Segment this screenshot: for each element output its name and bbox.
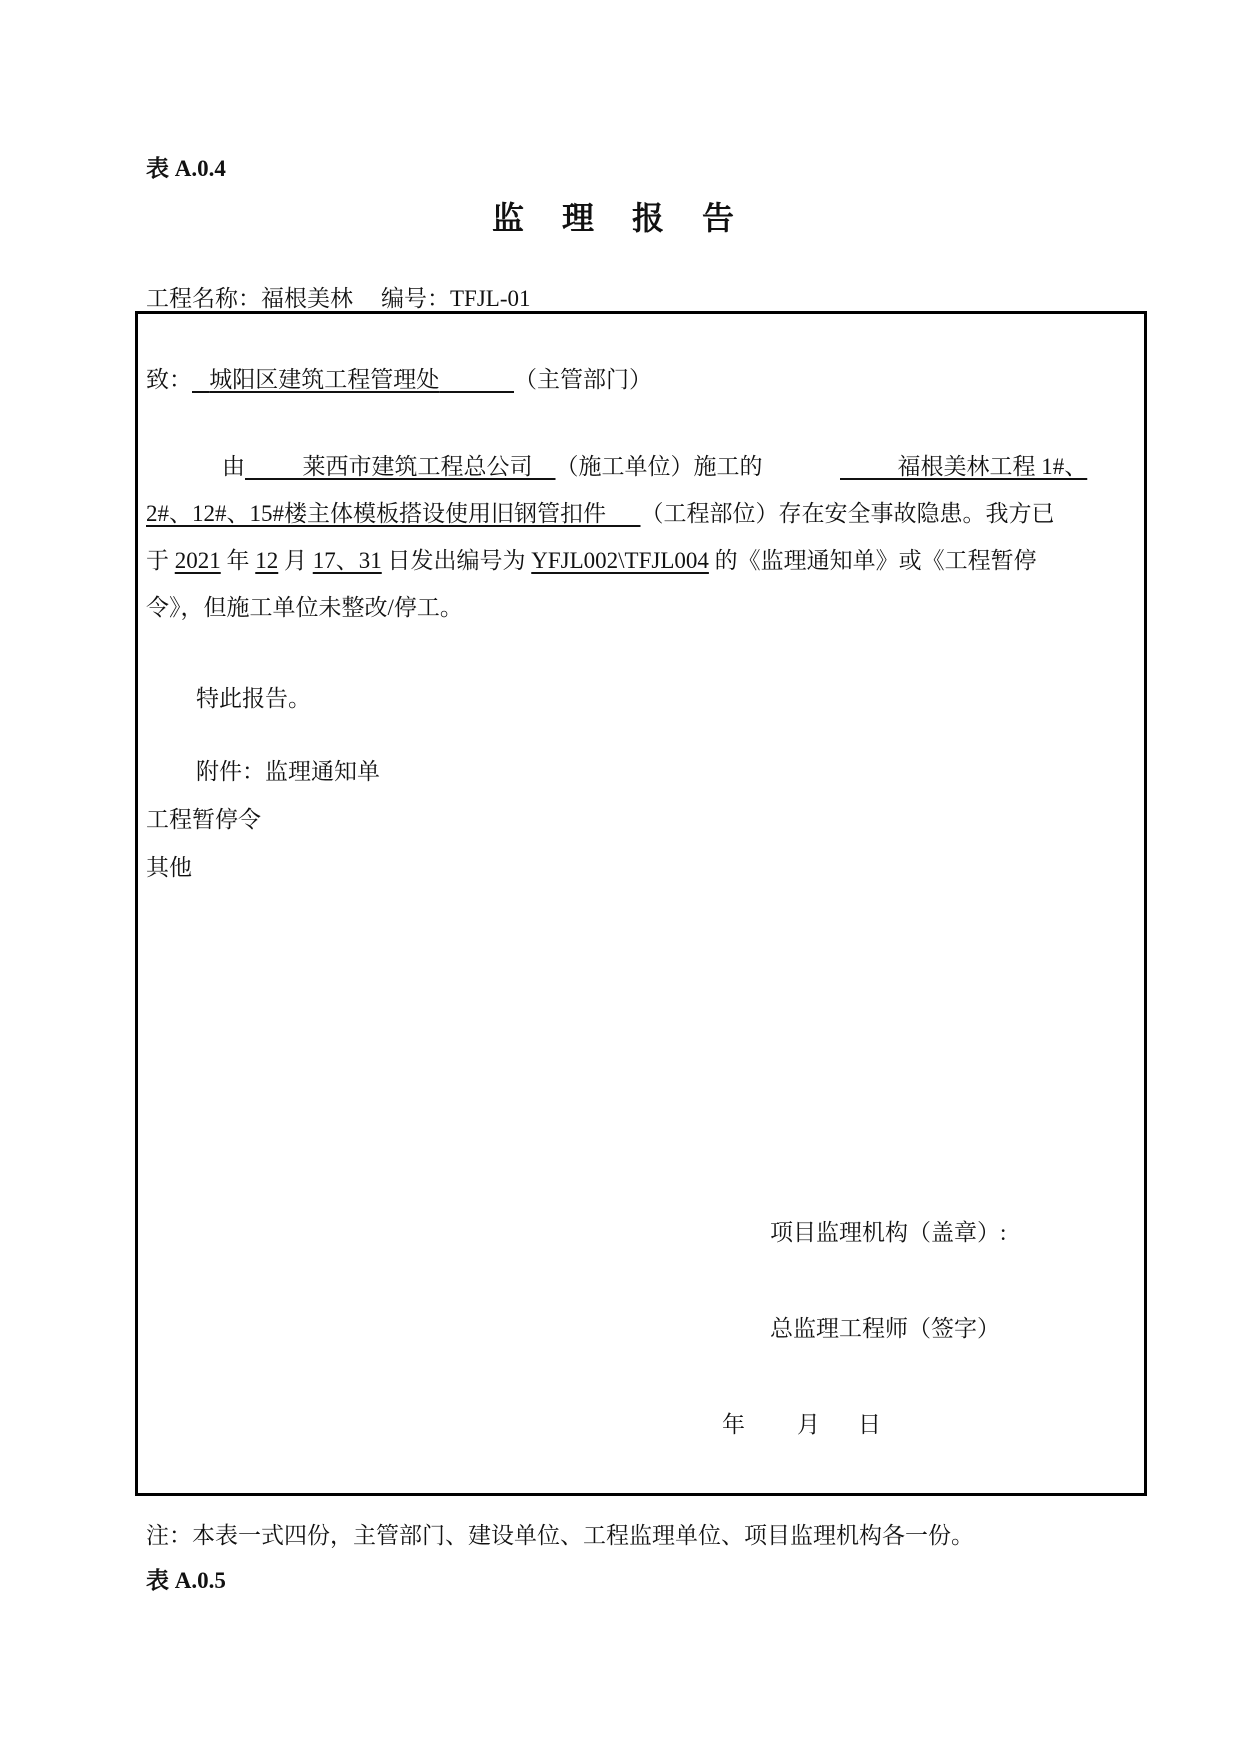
part-suffix: （工程部位）存在安全事故隐患。我方已 <box>640 501 1055 526</box>
notice-number: YFJL002\TFJL004 <box>531 548 709 573</box>
project-label: 工程名称： <box>146 286 261 311</box>
sign-date-day: 日 <box>858 1412 881 1437</box>
next-form-number: 表 A.0.5 <box>146 1568 226 1593</box>
sign-date-year: 年 <box>722 1412 745 1437</box>
part-line-1: 福根美林工程 1#、 <box>897 454 1088 479</box>
report-number: TFJL-01 <box>450 286 531 311</box>
month-label: 月 <box>284 548 307 573</box>
recipient-suffix: （主管部门） <box>514 367 652 392</box>
footnote: 注：本表一式四份，主管部门、建设单位、工程监理单位、项目监理机构各一份。 <box>146 1523 974 1548</box>
body-line-1-part <box>840 448 1087 481</box>
recipient-org: 城阳区建筑工程管理处 <box>209 367 440 392</box>
date-prefix: 于 <box>146 548 169 573</box>
contractor-name: 莱西市建筑工程总公司 <box>302 454 533 479</box>
to-label: 致： <box>146 367 192 392</box>
attachment-2: 工程暂停令 <box>146 807 261 832</box>
attachment-3: 其他 <box>146 855 192 880</box>
project-info-row <box>146 280 531 313</box>
year-label: 年 <box>226 548 250 573</box>
part-blank-post <box>606 501 641 526</box>
attachment-row <box>196 753 380 786</box>
supervision-org-label: 项目监理机构（盖章）: <box>770 1220 1007 1245</box>
attachment-label: 附件： <box>196 759 265 784</box>
project-name: 福根美林 <box>261 286 353 311</box>
body-line-4: 令》，但施工单位未整改/停工。 <box>146 595 463 620</box>
contractor-blank-post <box>533 454 556 479</box>
notice-year: 2021 <box>174 548 221 573</box>
notice-suffix: 的《监理通知单》或《工程暂停 <box>714 548 1037 573</box>
day-label: 日发出编号为 <box>387 548 526 573</box>
report-statement: 特此报告。 <box>196 686 311 711</box>
page-title: 监 理 报 告 <box>491 200 749 236</box>
contractor-blank-pre <box>245 454 303 479</box>
attachment-1: 监理通知单 <box>265 759 380 784</box>
part-line-2: 2#、12#、15#楼主体模板搭设使用旧钢管扣件 <box>146 501 606 526</box>
recipient-blank-post <box>439 367 514 392</box>
body-line-2 <box>146 495 1055 528</box>
notice-day: 17、31 <box>312 548 382 573</box>
body-line-1 <box>222 448 763 481</box>
notice-month: 12 <box>255 548 279 573</box>
chief-engineer-label: 总监理工程师（签字） <box>770 1316 1000 1341</box>
recipient-blank-pre <box>192 367 209 392</box>
recipient-row <box>146 361 652 394</box>
form-number: 表 A.0.4 <box>146 156 226 181</box>
number-label: 编号： <box>381 286 450 311</box>
body-line-3 <box>146 542 1037 575</box>
part-blank-pre <box>840 454 898 479</box>
sign-date-month: 月 <box>797 1412 820 1437</box>
contractor-suffix: （施工单位）施工的 <box>555 454 763 479</box>
by-label: 由 <box>222 454 245 479</box>
